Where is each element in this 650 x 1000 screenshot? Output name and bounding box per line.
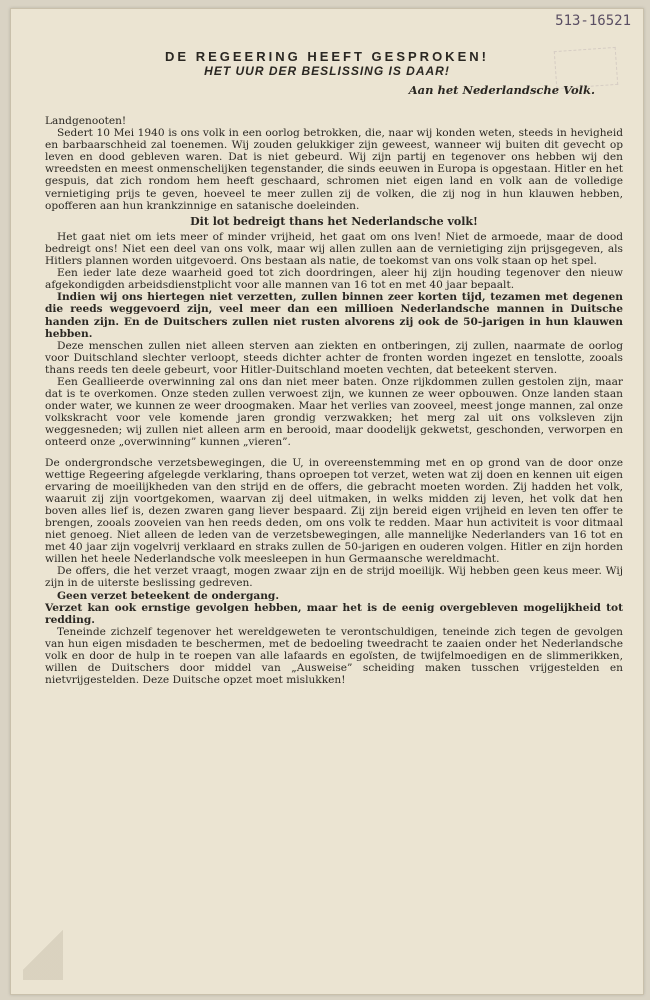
bold-line: Verzet kan ook ernstige gevolgen hebben, maar het is de eenig overgebleven mogelijkheid tot redding.	[45, 601, 623, 626]
paragraph: De offers, die het verzet vraagt, mogen zwaar zijn en de strijd moeilijk. Wij hebben geen keus meer. Wij zijn in de uiterste beslissing gedreven.	[45, 565, 623, 590]
header-line-2: HET UUR DER BESLISSING IS DAAR!	[204, 64, 450, 78]
paragraph: Teneinde zichzelf tegenover het wereldgeweten te verontschuldigen, teneinde zich tegen de gevolgen van hun eigen misdaden te beschermen, met de bedoeling tweedracht te zaaien onder het Nederlandsche volk en door de hulp in te roepen van alle lafaards en egoïsten, de twijfelmoedigen en de slimmerikken, willen de Duitschers door middel van „Ausweise” scheiding maken tusschen vrijgestelden en nietvrijgestelden. Deze Duitsche opzet moet mislukken!	[45, 625, 623, 687]
bold-line: Geen verzet beteekent de ondergang.	[57, 589, 280, 602]
paragraph: Sedert 10 Mei 1940 is ons volk in een oorlog betrokken, die, naar wij konden weten, steeds in hevigheid en barbaarschheid zal toenemen. Wij zouden gelukkiger zijn geweest, wanneer wij buiten dit gevecht op leven en dood gebleven waren. Dat is niet gebeurd. Wij zijn partij en tegenover ons hebben wij den wreedsten en meest onmenschelijken tegenstander, die sinds eeuwen in Europa is opgestaan. Hitler en het gespuis, dat zich rondom hem heeft geschaard, schromen niet eigen land en volk aan de volledige vernietiging prijs te geven, hoeveel te meer zullen zij de volken, die zij nog in hun klauwen hebben, opofferen aan hun krankzinnige en satanische doeleinden.	[45, 127, 623, 212]
bold-paragraph: Indien wij ons hiertegen niet verzetten, zullen binnen zeer korten tijd, tezamen met degenen die reeds weggevoerd zijn, veel meer dan een millioen Nederlandsche mannen in Duitsche handen zijn. En de Duitschers zullen niet rusten alvorens zij ook de 50-jarigen in hun klauwen hebben.	[45, 291, 623, 340]
paragraph: Deze menschen zullen niet alleen sterven aan ziekten en ontberingen, zij zullen, naarmate de oorlog voor Duitschland slechter verloopt, steeds dichter achter de fronten worden ingezet en tenslotte, zooals thans reeds ten deele gebeurt, voor Hitler-Duitschland moeten vechten, dat beteekent sterven.	[45, 339, 623, 376]
header-address: Aan het Nederlandsche Volk.	[408, 83, 595, 97]
paragraph: Een Geallieerde overwinning zal ons dan niet meer baten. Onze rijkdommen zullen gestolen zijn, maar dat is te overkomen. Onze steden zullen verwoest zijn, we kunnen ze weer opbouwen. Onze landen staan onder water, we kunnen ze weer droogmaken. Maar het verlies van zooveel, meest jonge mannen, zal onze volkskracht voor vele komende jaren grondig verzwakken; het merg zal uit ons volksleven zijn weggesneden; wij zullen niet alleen arm en berooid, maar doodelijk gekwetst, geschonden, verworpen en onteerd onze „overwinning” kunnen „vieren”.	[45, 375, 623, 449]
subheading: Dit lot bedreigt thans het Nederlandsche volk!	[190, 214, 478, 228]
paragraph: De ondergrondsche verzetsbewegingen, die U, in overeenstemming met en op grond van de door onze wettige Regeering afgelegde verklaring, thans oproepen tot verzet, weten wat zij doen en kennen uit eigen ervaring de moeilijkheden van den strijd en de offers, die gebracht moeten worden. Zij hadden het volk, waaruit zij zijn voortgekomen, waarvan zij deel uitmaken, in welks midden zij leven, het volk dat hen boven alles lief is, dezen zwaren gang liever bespaard. Zij zijn bereid eigen vrijheid en leven ten offer te brengen, zooals zooveien van hen reeds deden, om ons volk te redden. Maar hun activiteit is voor ditmaal niet genoeg. Niet alleen de leden van de verzetsbewegingen, alle mannelijke Nederlanders van 16 tot en met 40 jaar zijn vogelvrij verklaard en straks zullen de 50-jarigen en ouderen volgen. Hitler en zijn horden willen het heele Nederlandsche volk meesleepen in hun Germaansche wereldmacht.	[45, 456, 623, 566]
salutation: Landgenooten!	[45, 115, 127, 127]
document-body	[45, 115, 623, 686]
header-line-1: DE REGEERING HEEFT GESPROKEN!	[165, 49, 489, 64]
paragraph: Het gaat niet om iets meer of minder vrijheid, het gaat om ons lven! Niet de armoede, maar de dood bedreigt ons! Niet een deel van ons volk, maar wij allen zullen aan de vernietiging zijn prijsgegeven, als Hitlers plannen worden uitgevoerd. Ons bestaan als natie, de toekomst van ons volk staan op het spel.	[45, 230, 623, 268]
paragraph: Een ieder late deze waarheid goed tot zich doordringen, aleer hij zijn houding tegenover den nieuw afgekondigden arbeidsdienstplicht voor alle mannen van 16 tot en met 40 jaar bepaalt.	[45, 267, 623, 292]
folded-corner	[23, 920, 63, 980]
archive-number: 513-16521	[555, 13, 631, 29]
document-page	[10, 8, 644, 995]
